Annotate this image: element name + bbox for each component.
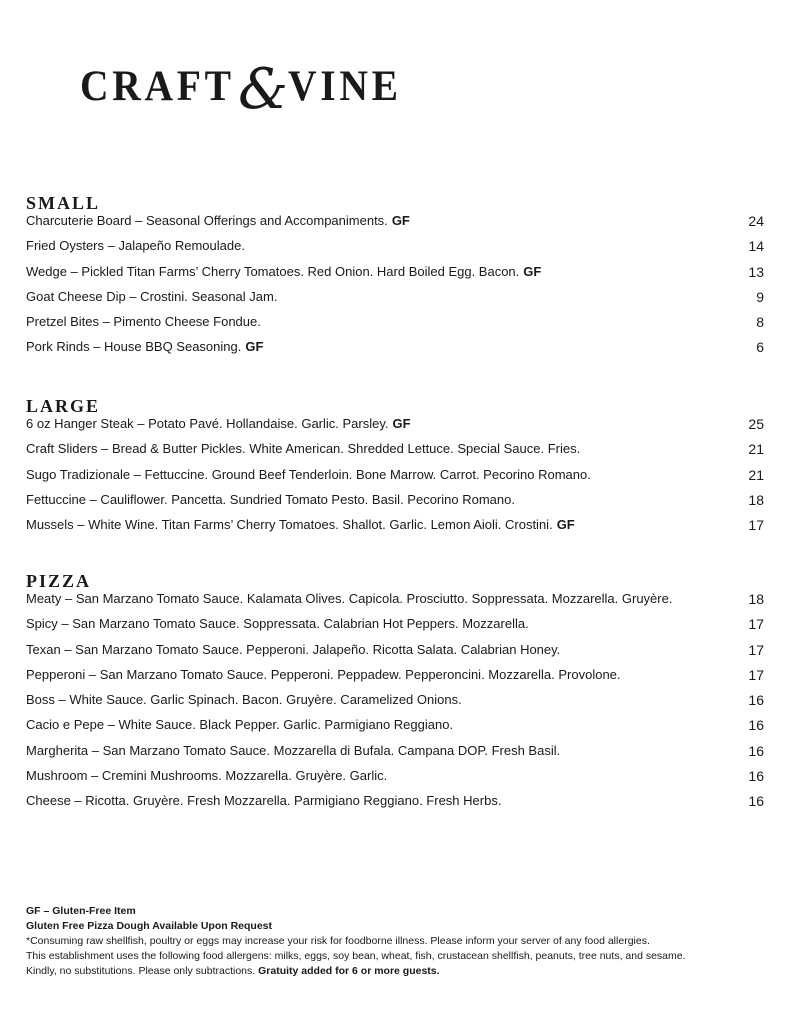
menu-item-price: 16 xyxy=(748,768,764,785)
menu-item xyxy=(26,213,764,238)
menu-item-price: 25 xyxy=(748,416,764,432)
menu-item xyxy=(26,238,764,263)
menu-items xyxy=(26,591,764,819)
menu-item-description xyxy=(26,667,621,683)
gluten-free-badge: GF xyxy=(556,517,575,533)
menu-item xyxy=(26,616,764,641)
menu-item-text: Fettuccine – Cauliflower. Pancetta. Sundried Tomato Pesto. Basil. Pecorino Romano. xyxy=(26,491,515,507)
menu-item-price: 18 xyxy=(748,591,764,607)
allergen-notice: This establishment uses the following food allergens: milks, eggs, soy bean, wheat, fish, crustacean shellfish, peanuts, tree nuts, and sesame. xyxy=(26,950,686,962)
substitutions-note: Kindly, no substitutions. Please only subtractions. xyxy=(26,965,256,977)
menu-item-description xyxy=(26,717,453,733)
menu-item-text: Spicy – San Marzano Tomato Sauce. Soppressata. Calabrian Hot Peppers. Mozzarella. xyxy=(26,616,529,632)
menu-item-price: 16 xyxy=(748,692,764,709)
menu-item xyxy=(26,768,764,793)
menu-item-text: Pepperoni – San Marzano Tomato Sauce. Pepperoni. Peppadew. Pepperoncini. Mozzarella. Provolone. xyxy=(26,666,621,682)
section-title: LARGE xyxy=(26,396,101,416)
section-small xyxy=(26,193,764,365)
menu-item-text: Sugo Tradizionale – Fettuccine. Ground Beef Tenderloin. Bone Marrow. Carrot. Pecorino Romano. xyxy=(26,466,591,482)
raw-food-warning: *Consuming raw shellfish, poultry or eggs may increase your risk for foodborne illness. Please inform your server of any food allergies. xyxy=(26,935,650,947)
gf-legend: GF – Gluten-Free Item xyxy=(26,905,136,917)
menu-item-price: 6 xyxy=(756,339,764,356)
menu-item-description xyxy=(26,467,591,483)
logo-ampersand: & xyxy=(238,57,288,122)
menu-item-text: Fried Oysters – Jalapeño Remoulade. xyxy=(26,238,245,254)
menu-item-price: 18 xyxy=(748,491,764,508)
menu-item xyxy=(26,339,764,364)
menu-footer xyxy=(26,904,766,979)
menu-item-price: 24 xyxy=(748,213,764,229)
menu-item xyxy=(26,492,764,517)
menu-item-description xyxy=(26,591,672,607)
menu-item-text: Craft Sliders – Bread & Butter Pickles. White American. Shredded Lettuce. Special Sauce. Fries. xyxy=(26,441,581,457)
menu-item-price: 17 xyxy=(748,641,764,658)
menu-item-text: Goat Cheese Dip – Crostini. Seasonal Jam. xyxy=(26,288,278,304)
gratuity-note: Gratuity added for 6 or more guests. xyxy=(258,965,440,977)
menu-item-description xyxy=(26,793,501,809)
menu-item xyxy=(26,467,764,492)
menu-item-price: 14 xyxy=(748,238,764,255)
menu-item-description xyxy=(26,492,515,508)
menu-item-description xyxy=(26,213,410,229)
menu-item-description xyxy=(26,441,580,457)
menu-item xyxy=(26,289,764,314)
menu-item-text: Charcuterie Board – Seasonal Offerings and Accompaniments. xyxy=(26,213,388,228)
menu-item-description xyxy=(26,642,560,658)
menu-item-price: 21 xyxy=(748,466,764,483)
menu-item-description xyxy=(26,314,261,330)
menu-item-text: Texan – San Marzano Tomato Sauce. Pepperoni. Jalapeño. Ricotta Salata. Calabrian Honey. xyxy=(26,641,561,657)
gluten-free-badge: GF xyxy=(523,263,542,279)
section-large xyxy=(26,396,764,542)
menu-item-text: Meaty – San Marzano Tomato Sauce. Kalamata Olives. Capicola. Prosciutto. Soppressata. Mozzarella. Gruyère. xyxy=(26,591,673,606)
menu-item-text: Margherita – San Marzano Tomato Sauce. Mozzarella di Bufala. Campana DOP. Fresh Basil. xyxy=(26,742,561,758)
menu-item-description xyxy=(26,616,529,632)
menu-item xyxy=(26,692,764,717)
menu-item-price: 17 xyxy=(748,616,764,633)
gf-dough-note: Gluten Free Pizza Dough Available Upon Request xyxy=(26,920,273,932)
menu-items xyxy=(26,213,764,365)
menu-items xyxy=(26,416,764,542)
menu-item-description xyxy=(26,289,277,305)
section-pizza xyxy=(26,571,764,819)
menu-item-description xyxy=(26,743,560,759)
menu-item-text: Wedge – Pickled Titan Farms’ Cherry Tomatoes. Red Onion. Hard Boiled Egg. Bacon. xyxy=(26,263,520,279)
menu-item-text: Pretzel Bites – Pimento Cheese Fondue. xyxy=(26,314,261,330)
menu-item-text: 6 oz Hanger Steak – Potato Pavé. Hollandaise. Garlic. Parsley. xyxy=(26,416,389,431)
menu-item-description xyxy=(26,517,575,533)
menu-item-text: Mushroom – Cremini Mushrooms. Mozzarella. Gruyère. Garlic. xyxy=(26,768,388,784)
menu-item-text: Boss – White Sauce. Garlic Spinach. Bacon. Gruyère. Caramelized Onions. xyxy=(26,692,462,708)
menu-item xyxy=(26,416,764,441)
menu-item-price: 8 xyxy=(756,314,764,331)
menu-item-description xyxy=(26,768,387,784)
gluten-free-badge: GF xyxy=(391,213,410,228)
logo-word-vine: VINE xyxy=(287,62,402,110)
menu-item-description xyxy=(26,339,263,355)
menu-item xyxy=(26,441,764,466)
menu-item-text: Cheese – Ricotta. Gruyère. Fresh Mozzarella. Parmigiano Reggiano. Fresh Herbs. xyxy=(26,793,502,809)
menu-item xyxy=(26,667,764,692)
logo-word-craft: CRAFT xyxy=(80,62,235,110)
policy-note xyxy=(26,964,766,979)
menu-item xyxy=(26,743,764,768)
menu-item-description xyxy=(26,692,462,708)
menu-item-description xyxy=(26,416,411,432)
section-title: PIZZA xyxy=(26,571,92,591)
menu-item-description xyxy=(26,264,541,280)
section-title: SMALL xyxy=(26,193,101,213)
menu-item-text: Pork Rinds – House BBQ Seasoning. xyxy=(26,339,242,355)
gluten-free-badge: GF xyxy=(245,339,264,355)
menu-item-price: 21 xyxy=(748,441,764,458)
restaurant-logo xyxy=(80,56,412,122)
gluten-free-badge: GF xyxy=(392,416,411,431)
menu-item xyxy=(26,642,764,667)
menu-item xyxy=(26,517,764,542)
menu-item-price: 9 xyxy=(756,288,764,305)
menu-item-text: Cacio e Pepe – White Sauce. Black Pepper. Garlic. Parmigiano Reggiano. xyxy=(26,717,454,733)
menu-item xyxy=(26,264,764,289)
menu-item xyxy=(26,793,764,818)
menu-item-price: 13 xyxy=(748,263,764,280)
menu-item xyxy=(26,717,764,742)
menu-item-price: 16 xyxy=(748,742,764,759)
menu-item-price: 16 xyxy=(748,717,764,734)
menu-item xyxy=(26,314,764,339)
menu-item-price: 17 xyxy=(748,666,764,683)
menu-item xyxy=(26,591,764,616)
menu-item-description xyxy=(26,238,245,254)
menu-item-price: 17 xyxy=(748,517,764,534)
menu-item-text: Mussels – White Wine. Titan Farms’ Cherry Tomatoes. Shallot. Garlic. Lemon Aioli. Crostini. xyxy=(26,517,553,533)
menu-item-price: 16 xyxy=(748,793,764,810)
